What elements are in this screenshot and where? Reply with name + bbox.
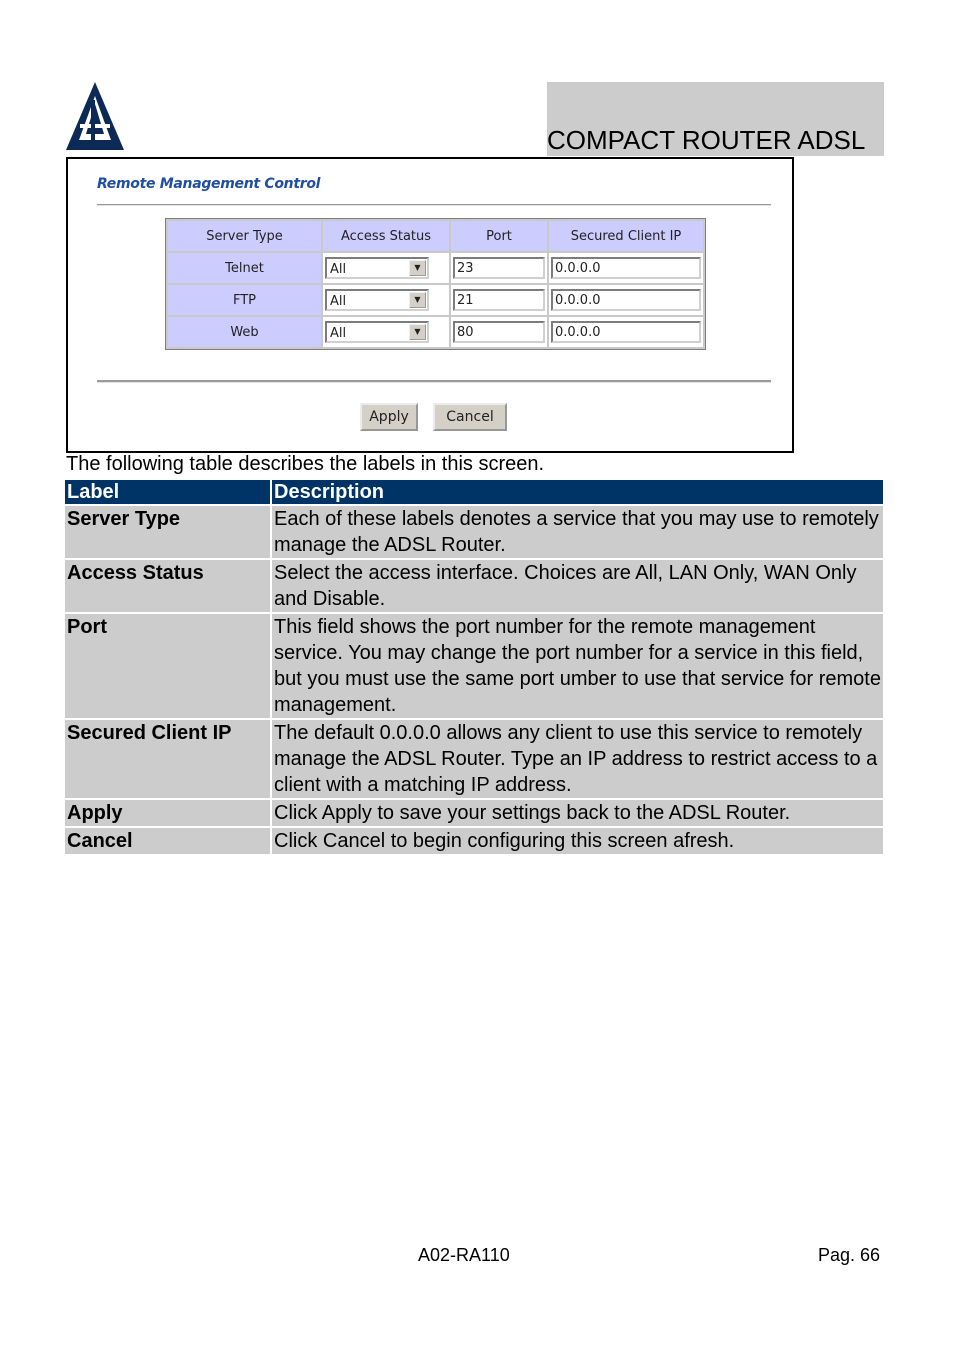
row-label: Secured Client IP xyxy=(65,720,270,798)
row-description: The default 0.0.0.0 allows any client to use this service to remotely manage the ADSL Router. Type an IP address to restrict access to a client with a matching IP address. xyxy=(272,720,883,798)
secured-client-ip-input[interactable]: 0.0.0.0 xyxy=(551,321,701,343)
table-row xyxy=(65,800,883,826)
col-server-type: Server Type xyxy=(168,221,321,251)
table-row xyxy=(65,614,883,718)
table-row xyxy=(65,506,883,558)
access-status-select[interactable]: All ▼ xyxy=(325,257,429,279)
dropdown-arrow-icon: ▼ xyxy=(409,292,426,308)
product-title: COMPACT ROUTER ADSL xyxy=(547,125,866,155)
port-input[interactable]: 80 xyxy=(453,321,545,343)
secured-client-ip-input[interactable]: 0.0.0.0 xyxy=(551,257,701,279)
row-label: Server Type xyxy=(65,506,270,558)
cancel-button[interactable]: Cancel xyxy=(433,403,507,431)
footer-model: A02-RA110 xyxy=(418,1245,510,1265)
access-status-select[interactable]: All ▼ xyxy=(325,321,429,343)
intro-text: The following table describes the labels in this screen. xyxy=(66,453,545,475)
divider xyxy=(97,380,771,383)
atlantis-logo-icon xyxy=(66,82,124,150)
secured-client-ip-input[interactable]: 0.0.0.0 xyxy=(551,289,701,311)
dropdown-arrow-icon: ▼ xyxy=(409,260,426,276)
table-row xyxy=(168,317,703,347)
col-secured-client-ip: Secured Client IP xyxy=(549,221,703,251)
row-description: This field shows the port number for the remote management service. You may change the port number for a service in this field, but you must use the same port umber to use that service for remote management. xyxy=(272,614,883,718)
remote-management-screenshot xyxy=(66,157,794,453)
table-row xyxy=(168,253,703,283)
screen-title: Remote Management Control xyxy=(97,176,321,192)
port-input[interactable]: 21 xyxy=(453,289,545,311)
server-name: Telnet xyxy=(168,253,321,283)
header-label: Label xyxy=(65,480,270,504)
col-port: Port xyxy=(451,221,547,251)
row-description: Click Apply to save your settings back to the ADSL Router. xyxy=(272,800,883,826)
col-access-status: Access Status xyxy=(323,221,449,251)
table-row xyxy=(168,285,703,315)
apply-button[interactable]: Apply xyxy=(360,403,418,431)
table-row xyxy=(65,560,883,612)
label-description-table xyxy=(63,478,885,856)
server-name: Web xyxy=(168,317,321,347)
row-description: Click Cancel to begin configuring this screen afresh. xyxy=(272,828,883,854)
divider xyxy=(97,204,771,206)
port-input[interactable]: 23 xyxy=(453,257,545,279)
table-row xyxy=(65,720,883,798)
remote-management-table xyxy=(165,218,706,350)
row-label: Apply xyxy=(65,800,270,826)
row-label: Cancel xyxy=(65,828,270,854)
footer-page-number: Pag. 66 xyxy=(818,1245,881,1265)
server-name: FTP xyxy=(168,285,321,315)
row-description: Select the access interface. Choices are All, LAN Only, WAN Only and Disable. xyxy=(272,560,883,612)
row-label: Access Status xyxy=(65,560,270,612)
table-row xyxy=(65,828,883,854)
row-description: Each of these labels denotes a service that you may use to remotely manage the ADSL Router. xyxy=(272,506,883,558)
access-status-select[interactable]: All ▼ xyxy=(325,289,429,311)
header-description: Description xyxy=(272,480,883,504)
dropdown-arrow-icon: ▼ xyxy=(409,324,426,340)
row-label: Port xyxy=(65,614,270,718)
